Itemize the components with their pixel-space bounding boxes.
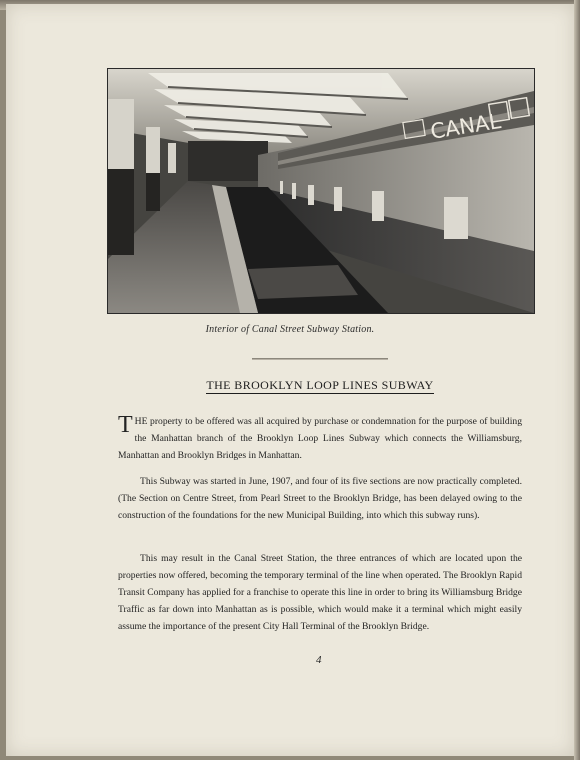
photo-caption: Interior of Canal Street Subway Station. [205,324,375,335]
section-heading-text: THE BROOKLYN LOOP LINES SUBWAY [206,378,434,392]
paragraph-2: This Subway was started in June, 1907, and four of its five sections are now practically completed. (The Section on Centre Street, from Pearl Street to the Brooklyn Bridge, has been delayed owing to the construction of the foundations for the new Municipal Building, into which this subway runs). [118,476,522,521]
paragraph-1-text: HE property to be offered was all acquired by purchase or condemnation for the purpose of building the Manhattan branch of the Brooklyn Loop Lines Subway which connects the Williamsburg, Manhattan and Brooklyn Bridges in Manhattan. [118,416,522,461]
divider-rule [252,358,388,360]
paragraph-3: This may result in the Canal Street Station, the three entrances of which are located upon the properties now offered, becoming the temporary terminal of the line when operated. The Brooklyn Rapid Transit Company has applied for a franchise to operate this line in order to bring its Williamsburg Bridge Traffic as far down into Manhattan as is possible, which would make it a terminal which might easily assume the importance of the present City Hall Terminal of the Brooklyn Bridge. [118,553,522,632]
page-number: 4 [316,654,322,666]
canal-sign-text: CANAL [428,109,503,144]
subway-station-photo [107,68,535,314]
drop-cap: T [118,412,133,438]
section-heading [0,378,580,393]
paragraph-1 [118,413,522,464]
